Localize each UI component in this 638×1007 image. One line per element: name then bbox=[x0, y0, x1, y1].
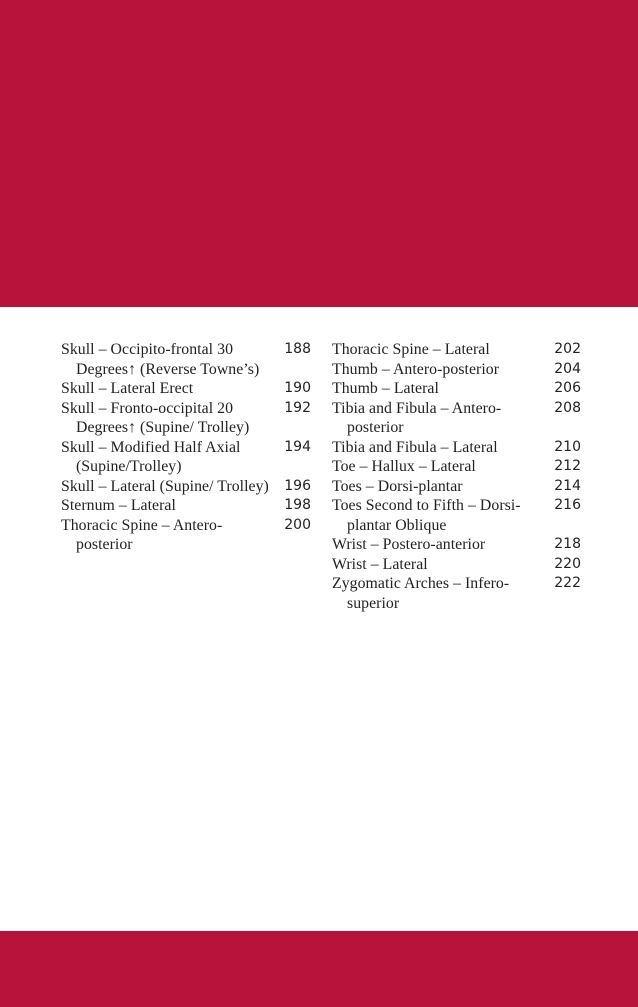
index-entry-title: Zygomatic Arches – Infero-superior bbox=[332, 575, 510, 612]
index-entry-page-number: 190 bbox=[284, 380, 311, 396]
index-entry-title: Skull – Occipito-frontal 30 Degrees↑ (Reverse Towne’s) bbox=[61, 341, 260, 378]
index-entry-title: Wrist – Postero-anterior bbox=[332, 536, 486, 553]
index-entry-page-number: 218 bbox=[554, 536, 581, 552]
index-entry-title: Toe – Hallux – Lateral bbox=[332, 458, 476, 475]
index-entry bbox=[61, 477, 311, 497]
index-entry bbox=[61, 496, 311, 516]
index-entry-page-number: 202 bbox=[554, 341, 581, 357]
index-entry-title: Tibia and Fibula – Lateral bbox=[332, 438, 498, 456]
index-entry-title: Tibia and Fibula – Antero- posterior bbox=[332, 399, 502, 436]
index-entry-page-number: 198 bbox=[284, 497, 311, 513]
index-entry-page-number: 192 bbox=[284, 399, 311, 416]
bottom-color-band bbox=[0, 931, 638, 1007]
index-entry-title: Skull – Modified Half Axial (Supine/Trolley) bbox=[61, 438, 241, 475]
index-entry-title: Thumb – Antero-posterior bbox=[332, 360, 500, 378]
index-entry-title: Skull – Lateral (Supine/ Trolley) bbox=[61, 477, 269, 495]
index-entry-title: Wrist – Lateral bbox=[332, 555, 428, 573]
index-entry-page-number: 206 bbox=[554, 380, 581, 396]
index-entry bbox=[61, 340, 311, 379]
index-entry-page-number: 220 bbox=[554, 555, 581, 572]
index-entry-title: Thoracic Spine – Antero- posterior bbox=[61, 516, 223, 553]
index-entry bbox=[332, 457, 581, 477]
index-entry bbox=[332, 477, 581, 497]
index-entry-title: Skull – Lateral Erect bbox=[61, 380, 194, 397]
index-entry-page-number: 222 bbox=[554, 575, 581, 591]
index-entry-page-number: 216 bbox=[554, 497, 581, 513]
index-entry bbox=[61, 379, 311, 399]
index-entry-page-number: 196 bbox=[284, 477, 311, 494]
index-column-left bbox=[61, 340, 311, 555]
index-entry-page-number: 214 bbox=[554, 477, 581, 494]
index-entry bbox=[332, 438, 581, 458]
index-entry-title: Sternum – Lateral bbox=[61, 497, 176, 514]
index-entry-title: Thoracic Spine – Lateral bbox=[332, 341, 490, 358]
index-entry-title: Thumb – Lateral bbox=[332, 380, 439, 397]
index-entry bbox=[61, 438, 311, 477]
index-entry bbox=[61, 516, 311, 555]
index-entry bbox=[332, 555, 581, 575]
index-entry-page-number: 200 bbox=[284, 516, 311, 533]
index-entry bbox=[332, 360, 581, 380]
index-entry-title: Skull – Fronto-occipital 20 Degrees↑ (Supine/ Trolley) bbox=[61, 399, 250, 436]
index-entry-title: Toes – Dorsi-plantar bbox=[332, 477, 463, 495]
index-entry-page-number: 208 bbox=[554, 399, 581, 416]
index-entry bbox=[332, 535, 581, 555]
index-entry-page-number: 188 bbox=[284, 341, 311, 357]
index-entry-page-number: 204 bbox=[554, 360, 581, 377]
top-color-band bbox=[0, 0, 638, 307]
index-entry bbox=[332, 496, 581, 535]
index-entry-page-number: 212 bbox=[554, 458, 581, 474]
index-entry bbox=[61, 399, 311, 438]
index-entry bbox=[332, 399, 581, 438]
index-entry bbox=[332, 379, 581, 399]
index-entry bbox=[332, 574, 581, 613]
index-entry-page-number: 194 bbox=[284, 438, 311, 455]
index-entry-title: Toes Second to Fifth – Dorsi-plantar Oblique bbox=[332, 497, 521, 534]
index-entry bbox=[332, 340, 581, 360]
index-entry-page-number: 210 bbox=[554, 438, 581, 455]
index-column-right bbox=[332, 340, 581, 613]
